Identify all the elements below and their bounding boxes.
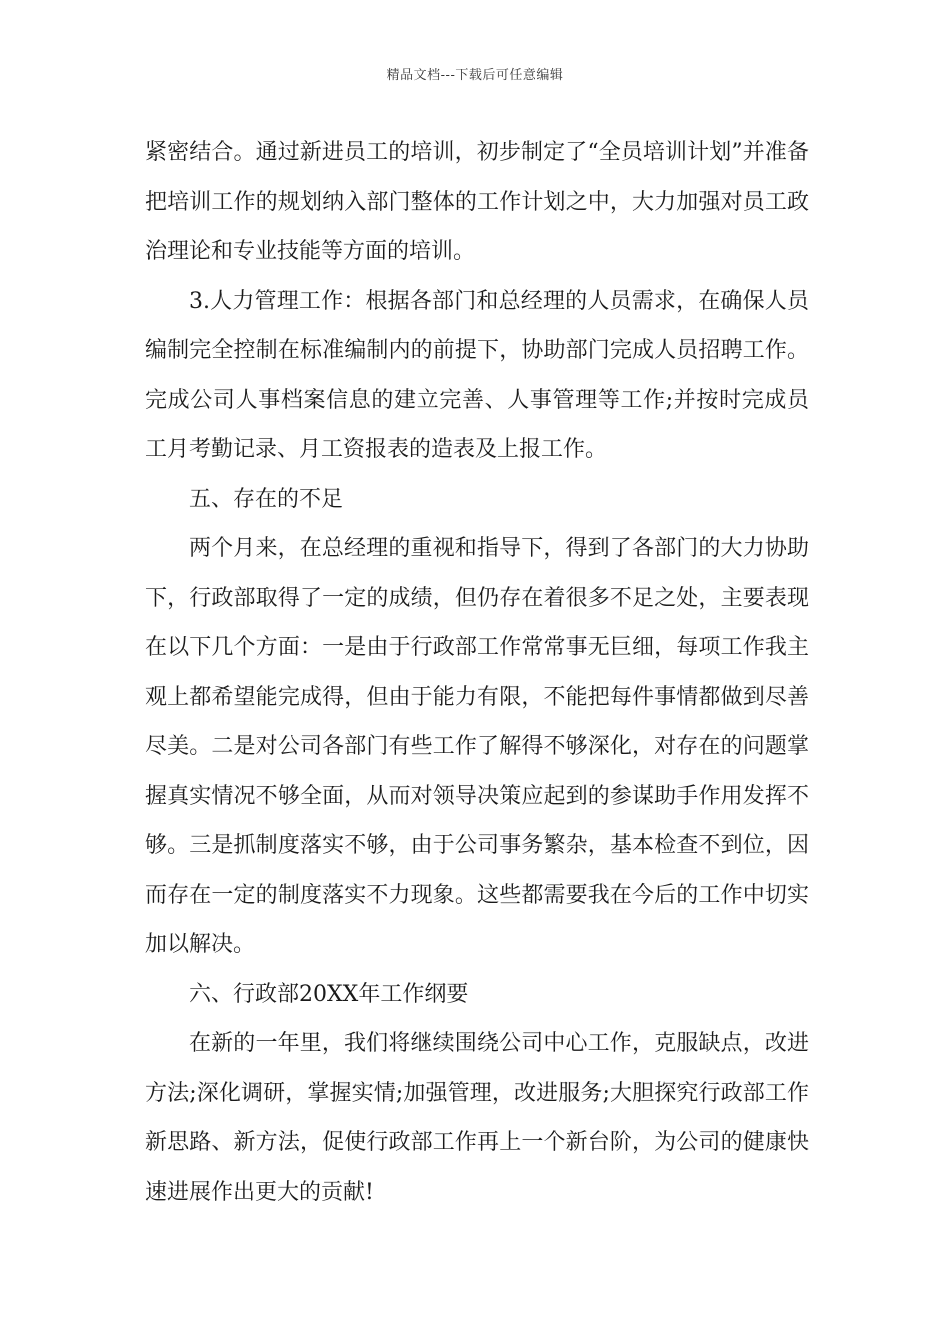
paragraph-shortcomings: 两个月来，在总经理的重视和指导下，得到了各部门的大力协助下，行政部取得了一定的成绩，但仍存在着很多不足之处，主要表现在以下几个方面：一是由于行政部工作常常事无巨细，每项工作我主观上都希望能完成得，但由于能力有限，不能把每件事情都做到尽善尽美。二是对公司各部门有些工作了解得不够深化，对存在的问题掌握真实情况不够全面，从而对领导决策应起到的参谋助手作用发挥不够。三是抓制度落实不够，由于公司事务繁杂，基本检查不到位，因而存在一定的制度落实不力现象。这些都需要我在今后的工作中切实加以解决。 [145,536,809,957]
section-heading-shortcomings: 五、存在的不足 [189,486,344,512]
paragraph-training: 紧密结合。通过新进员工的培训，初步制定了“全员培训计划”并准备把培训工作的规划纳入部门整体的工作计划之中，大力加强对员工政治理论和专业技能等方面的培训。 [145,140,809,264]
paragraph-work-outline: 在新的一年里，我们将继续围绕公司中心工作，克服缺点，改进方法;深化调研，掌握实情;加强管理，改进服务;大胆探究行政部工作新思路、新方法，促使行政部工作再上一个新台阶，为公司的健康快速进展作出更大的贡献! [145,1031,809,1205]
section-heading-work-outline: 六、行政部20XX年工作纲要 [189,981,469,1007]
paragraph-hr-management: 3.人力管理工作：根据各部门和总经理的人员需求，在确保人员编制完全控制在标准编制内的前提下，协助部门完成人员招聘工作。完成公司人事档案信息的建立完善、人事管理等工作;并按时完成员工月考勤记录、月工资报表的造表及上报工作。 [145,288,809,462]
page-header: 精品文档---下载后可任意编辑 [386,68,564,83]
document-body [145,128,809,1217]
